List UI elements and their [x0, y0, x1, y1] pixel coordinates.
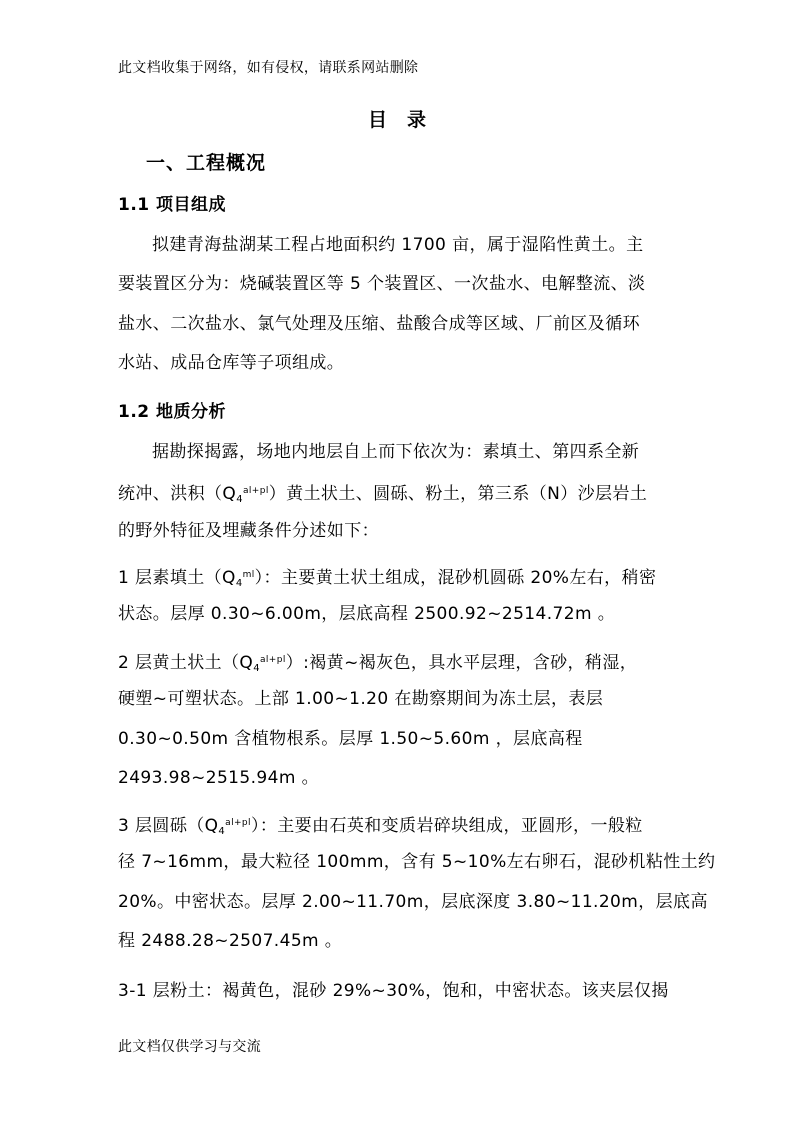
- text-run: ）：主要黄土状土组成，混砂机圆砾 20%左右，稍密: [254, 568, 657, 588]
- superscript: al+pl: [242, 486, 269, 497]
- paragraph-line: 据勘探揭露，场地内地层自上而下依次为：素填土、第四系全新: [152, 442, 640, 462]
- paragraph-line: [118, 804, 676, 843]
- subscript: 4: [235, 578, 243, 589]
- toc-title: 目录: [367, 109, 446, 131]
- document-footer-note: 此文档仅供学习与交流: [118, 1039, 261, 1055]
- layer-3-1-paragraph: [118, 972, 676, 1011]
- subsection-heading-geology-analysis: 1.2 地质分析: [118, 402, 227, 422]
- paragraph-line: 2493.98~2515.94m 。: [118, 767, 320, 788]
- subscript: 4: [236, 494, 243, 506]
- paragraph-line: 的野外特征及埋藏条件分述如下：: [118, 520, 379, 541]
- paragraph-line: 水站、成品仓库等子项组成。: [118, 352, 345, 373]
- paragraph-line: 状态。层厚 0.30~6.00m，层底高程 2500.92~2514.72m 。: [118, 604, 616, 625]
- paragraph-line: 盐水、二次盐水、氯气处理及压缩、盐酸合成等区域、厂前区及循环: [118, 313, 640, 334]
- paragraph-line: [118, 641, 676, 680]
- text-run: ）：主要由石英和变质岩碎块组成，亚圆形，一般粒: [250, 816, 643, 836]
- paragraph-line: [118, 556, 676, 595]
- text-run: 1 层素填土（Q: [118, 568, 236, 588]
- document-header-note: 此文档收集于网络，如有侵权，请联系网站删除: [118, 60, 419, 76]
- paragraph-line: 拟建青海盐湖某工程占地面积约 1700 亩，属于湿陷性黄土。主: [152, 235, 644, 255]
- geology-intro-paragraph: [118, 433, 676, 551]
- project-composition-paragraph: [118, 226, 676, 383]
- paragraph-line: 3-1 层粉土：褐黄色，混砂 29%~30%，饱和，中密状态。该夹层仅揭: [118, 981, 669, 1001]
- layer-1-paragraph: [118, 556, 676, 635]
- superscript: al+pl: [259, 655, 286, 665]
- section-heading-project-overview: 一、工程概况: [146, 152, 267, 174]
- subsection-heading-project-composition: 1.1 项目组成: [118, 195, 227, 215]
- layer-2-paragraph: [118, 641, 676, 798]
- superscript: ml: [242, 570, 255, 580]
- paragraph-line: 程 2488.28~2507.45m 。: [118, 930, 343, 951]
- paragraph-line: 硬塑~可塑状态。上部 1.00~1.20 在勘察期间为冻土层，表层: [118, 689, 604, 710]
- text-run: 2 层黄土状土（Q: [118, 653, 254, 673]
- paragraph-line: 径 7~16mm，最大粒径 100mm，含有 5~10%左右卵石，混砂机粘性土约: [118, 852, 716, 873]
- text-run: 3 层圆砾（Q: [118, 816, 219, 836]
- text-run: ）:褐黄~褐灰色，具水平层理，含砂，稍湿，: [285, 653, 638, 673]
- paragraph-line: 20%。中密状态。层厚 2.00~11.70m，层底深度 3.80~11.20m，层底高: [118, 891, 708, 912]
- paragraph-line: [118, 472, 676, 511]
- subscript: 4: [253, 663, 260, 674]
- paragraph-line: 0.30~0.50m 含植物根系。层厚 1.50~5.60m ，层底高程: [118, 728, 583, 749]
- text-run: ）黄土状土、圆砾、粉土，第三系（N）沙层岩土: [268, 484, 648, 505]
- paragraph-line: 要装置区分为：烧碱装置区等 5 个装置区、一次盐水、电解整流、淡: [118, 274, 646, 295]
- layer-3-paragraph: [118, 804, 716, 961]
- subscript: 4: [218, 826, 226, 837]
- superscript: al+pl: [225, 818, 251, 828]
- text-run: 统冲、洪积（Q: [118, 484, 237, 505]
